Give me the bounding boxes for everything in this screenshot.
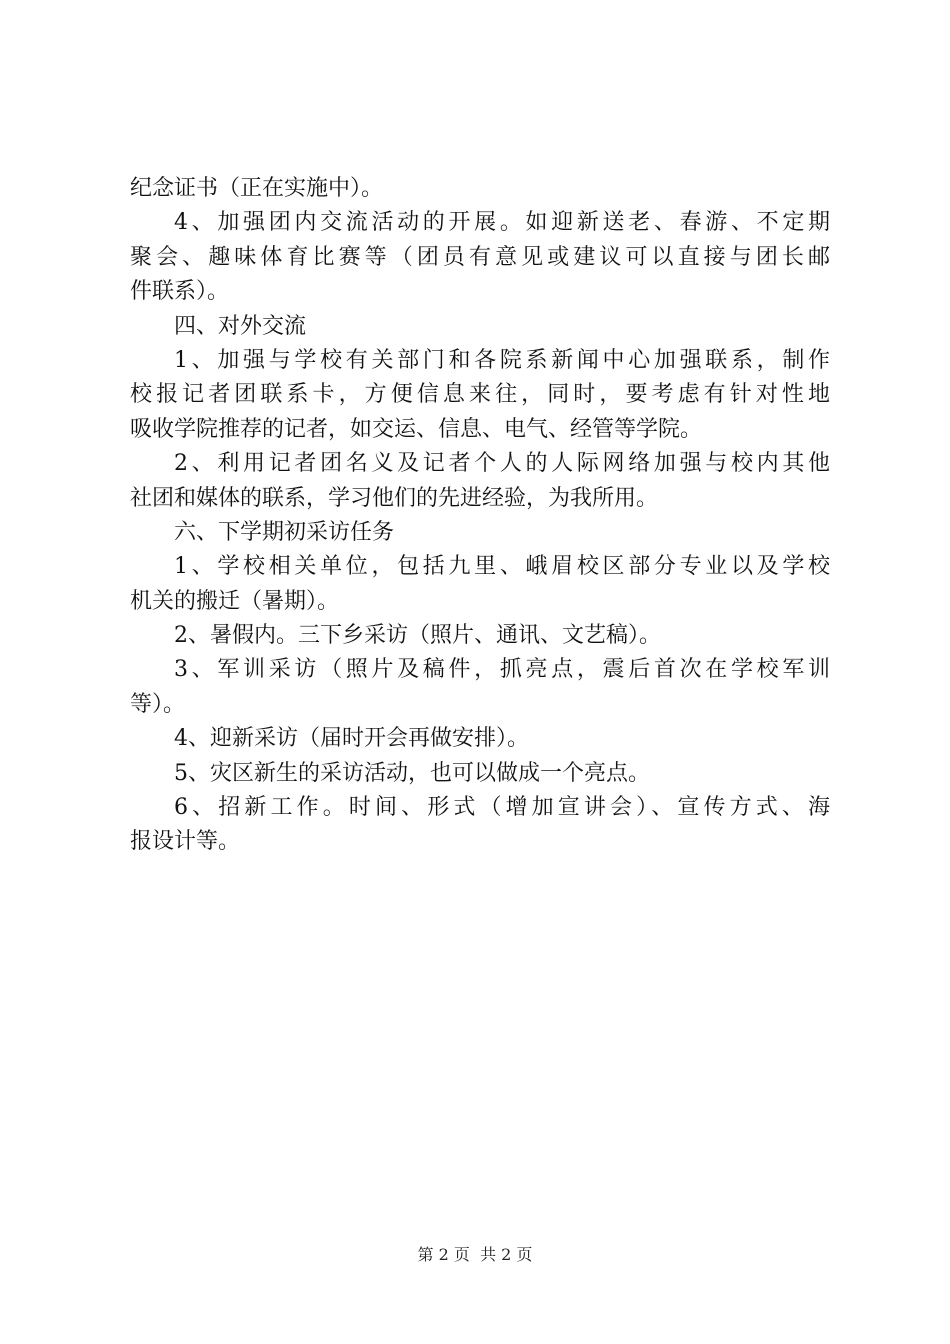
text-line: 等）。 xyxy=(130,691,186,717)
text-line: 四、对外交流 xyxy=(174,313,307,339)
text-line: 4、加强团内交流活动的开展。如迎新送老、春游、不定期 xyxy=(174,210,830,236)
paragraph xyxy=(130,619,830,653)
text-line: 报设计等。 xyxy=(130,829,241,855)
text-line: 吸收学院推荐的记者，如交运、信息、电气、经管等学院。 xyxy=(130,416,703,442)
paragraph xyxy=(130,447,830,516)
paragraph xyxy=(130,206,830,309)
text-line: 六、下学期初采访任务 xyxy=(174,519,395,545)
text-line: 6、招新工作。时间、形式（增加宣讲会）、宣传方式、海 xyxy=(174,795,830,821)
page-footer: 第 2 页 共 2 页 xyxy=(417,1245,533,1264)
text-line: 2、暑假内。三下乡采访（照片、通讯、文艺稿）。 xyxy=(174,623,661,649)
text-line: 件联系）。 xyxy=(130,279,230,305)
paragraph xyxy=(130,653,830,722)
paragraph xyxy=(130,722,830,756)
paragraph xyxy=(130,344,830,447)
paragraph xyxy=(130,550,830,619)
text-line: 机关的搬迁（暑期）。 xyxy=(130,588,340,614)
text-line: 聚会、趣味体育比赛等（团员有意见或建议可以直接与团长邮 xyxy=(130,244,830,270)
text-line: 1、学校相关单位，包括九里、峨眉校区部分专业以及学校 xyxy=(174,554,830,580)
text-line: 2、利用记者团名义及记者个人的人际网络加强与校内其他 xyxy=(174,451,830,477)
text-line: 社团和媒体的联系，学习他们的先进经验，为我所用。 xyxy=(130,485,659,511)
paragraph xyxy=(130,310,830,344)
paragraph xyxy=(130,172,830,206)
text-line: 5、灾区新生的采访活动，也可以做成一个亮点。 xyxy=(174,760,650,786)
text-line: 1、加强与学校有关部门和各院系新闻中心加强联系，制作 xyxy=(174,347,830,373)
text-line: 纪念证书（正在实施中）。 xyxy=(130,176,384,201)
text-line: 3、军训采访（照片及稿件，抓亮点，震后首次在学校军训 xyxy=(174,657,830,683)
paragraph xyxy=(130,757,830,791)
text-line: 校报记者团联系卡，方便信息来往，同时，要考虑有针对性地 xyxy=(130,382,830,408)
paragraph xyxy=(130,516,830,550)
document-body xyxy=(130,172,830,860)
paragraph xyxy=(130,791,830,860)
text-line: 4、迎新采访（届时开会再做安排）。 xyxy=(174,726,529,752)
